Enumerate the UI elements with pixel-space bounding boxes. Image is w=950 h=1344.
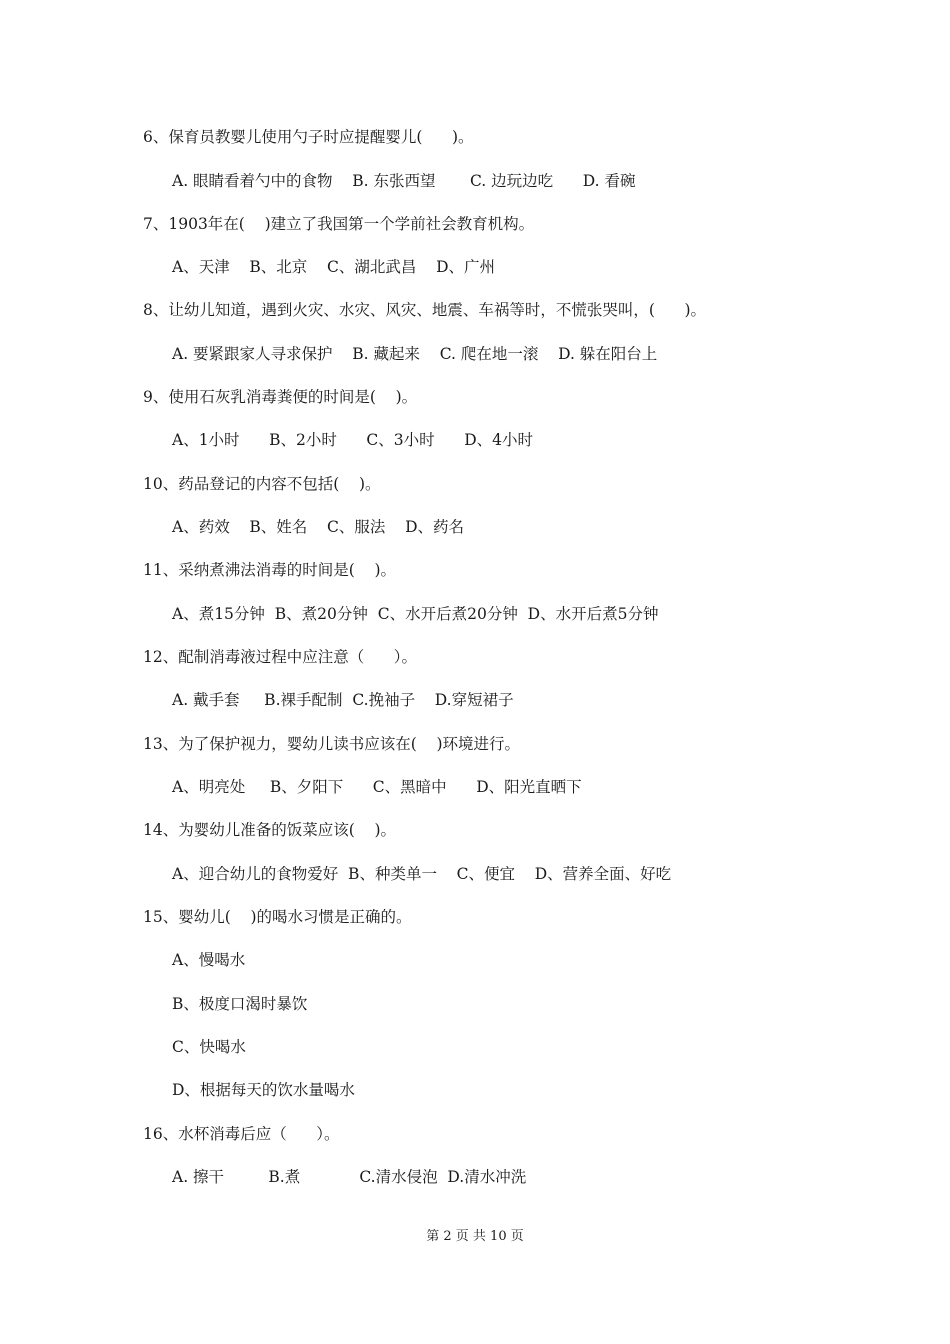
options-16: A. 擦干 B.煮 C.清水侵泡 D.清水冲洗: [172, 1168, 527, 1186]
options-12: A. 戴手套 B.裸手配制 C.挽袖子 D.穿短裙子: [172, 691, 514, 709]
question-10: 10、药品登记的内容不包括( )。: [143, 475, 381, 493]
question-13: 13、为了保护视力，婴幼儿读书应该在( )环境进行。: [143, 735, 521, 753]
option-15-d: D、根据每天的饮水量喝水: [172, 1081, 355, 1099]
question-15: 15、婴幼儿( )的喝水习惯是正确的。: [143, 908, 412, 926]
page-footer: 第 2 页 共 10 页: [426, 1229, 524, 1244]
question-12: 12、配制消毒液过程中应注意（ ）。: [143, 648, 418, 666]
options-7: A、天津 B、北京 C、湖北武昌 D、广州: [172, 258, 495, 276]
option-15-c: C、快喝水: [172, 1038, 246, 1056]
question-14: 14、为婴幼儿准备的饭菜应该( )。: [143, 821, 397, 839]
option-15-a: A、慢喝水: [172, 951, 246, 969]
options-8: A. 要紧跟家人寻求保护 B. 藏起来 C. 爬在地一滚 D. 躲在阳台上: [172, 345, 658, 363]
option-15-b: B、极度口渴时暴饮: [172, 995, 308, 1013]
options-9: A、1小时 B、2小时 C、3小时 D、4小时: [172, 431, 534, 449]
question-8: 8、让幼儿知道，遇到火灾、水灾、风灾、地震、车祸等时，不慌张哭叫，( )。: [143, 301, 707, 319]
question-7: 7、1903年在( )建立了我国第一个学前社会教育机构。: [143, 215, 535, 233]
question-9: 9、使用石灰乳消毒粪便的时间是( )。: [143, 388, 418, 406]
question-6: 6、保育员教婴儿使用勺子时应提醒婴儿( )。: [143, 128, 474, 146]
options-6: A. 眼睛看着勺中的食物 B. 东张西望 C. 边玩边吃 D. 看碗: [172, 172, 636, 190]
options-14: A、迎合幼儿的食物爱好 B、种类单一 C、便宜 D、营养全面、好吃: [172, 865, 672, 883]
options-13: A、明亮处 B、夕阳下 C、黑暗中 D、阳光直晒下: [172, 778, 582, 796]
options-11: A、煮15分钟 B、煮20分钟 C、水开后煮20分钟 D、水开后煮5分钟: [172, 605, 659, 623]
options-10: A、药效 B、姓名 C、服法 D、药名: [172, 518, 464, 536]
question-16: 16、水杯消毒后应（ ）。: [143, 1125, 340, 1143]
question-11: 11、采纳煮沸法消毒的时间是( )。: [143, 561, 397, 579]
